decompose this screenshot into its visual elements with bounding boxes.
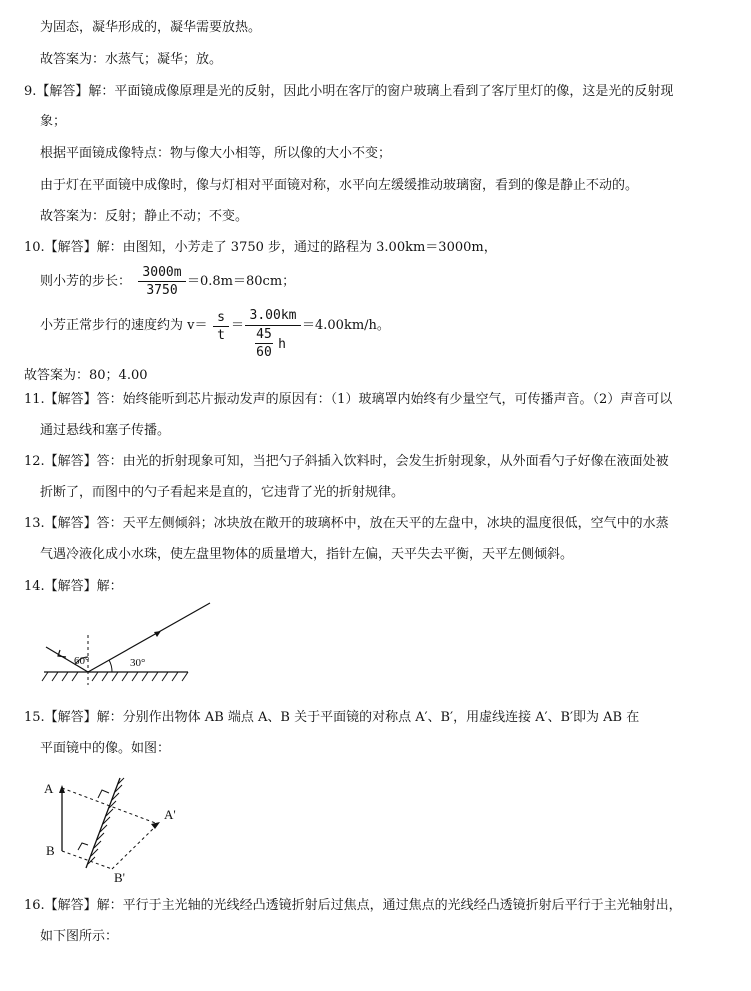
equals-sign: ＝: [231, 318, 245, 333]
q16-line: 16.【解答】解：平行于主光轴的光线经凸透镜折射后过焦点，通过焦点的光线经凸透镜折射后平行于主光轴射出，: [24, 898, 682, 913]
q11-line: 通过悬线和塞子传播。: [40, 423, 171, 438]
unit-hour: h: [278, 337, 286, 352]
text-line: 为固态，凝华形成的，凝华需要放热。: [40, 20, 262, 35]
q9-line: 由于灯在平面镜中成像时，像与灯相对平面镜对称，水平向左缓缓推动玻璃窗，看到的像是静止不动的。: [40, 178, 639, 193]
label-A: A: [44, 781, 54, 796]
q9-line: 9.【解答】解：平面镜成像原理是光的反射，因此小明在客厅的窗户玻璃上看到了客厅里灯的像，这是光的反射现: [24, 84, 674, 99]
fraction-numerator: 3.00km: [249, 308, 297, 323]
q13-line: 气遇冷液化成小水珠，使左盘里物体的质量增大，指针左偏，天平失去平衡，天平左侧倾斜。: [40, 547, 574, 562]
fraction-denominator: 3750: [146, 283, 178, 298]
mirror-image-diagram: [40, 772, 190, 887]
label-B-prime: B': [114, 870, 126, 885]
q11-line: 11.【解答】答：始终能听到芯片振动发声的原因有：（1）玻璃罩内始终有少量空气，可传播声音。（2）声音可以: [24, 392, 673, 407]
answer-line: 故答案为：水蒸气；凝华；放。: [40, 52, 223, 67]
nested-denominator: 60: [256, 345, 272, 360]
q16-line: 如下图所示：: [40, 929, 119, 944]
fraction-bar: [255, 343, 273, 344]
q12-line: 折断了，而图中的勺子看起来是直的，它违背了光的折射规律。: [40, 485, 405, 500]
fraction-bar: [213, 326, 229, 327]
nested-numerator: 45: [256, 327, 272, 342]
fraction-bar: [245, 325, 301, 326]
q12-line: 12.【解答】答：由光的折射现象可知，当把勺子斜插入饮料时，会发生折射现象，从外面看勺子好像在液面处被: [24, 454, 669, 469]
label-B: B: [46, 843, 55, 858]
fraction-numerator: 3000m: [142, 265, 182, 280]
q10-speed-result: ＝4.00km/h。: [302, 318, 390, 333]
q10-speed-label: 小芳正常步行的速度约为 v＝: [40, 318, 208, 333]
fraction-bar: [138, 281, 186, 282]
angle-60-label: 60°: [74, 655, 90, 667]
q10-line: 10.【解答】解：由图知，小芳走了 3750 步，通过的路程为 3.00km＝3000m，: [24, 240, 497, 255]
q9-line: 象；: [40, 114, 67, 129]
q10-step-label: 则小芳的步长：: [40, 274, 132, 289]
fraction-numerator: s: [217, 310, 225, 325]
q9-answer: 故答案为：反射；静止不动；不变。: [40, 209, 249, 224]
angle-30-label: 30°: [130, 657, 146, 669]
q14-line: 14.【解答】解：: [24, 579, 123, 594]
q10-step-result: ＝0.8m＝80cm；: [187, 274, 296, 289]
reflection-diagram: [40, 595, 220, 695]
fraction-denominator: t: [217, 328, 225, 343]
q13-line: 13.【解答】答：天平左侧倾斜；冰块放在敞开的玻璃杯中，放在天平的左盘中，冰块的温度很低，空气中的水蒸: [24, 516, 669, 531]
q10-answer: 故答案为：80；4.00: [24, 368, 148, 383]
q9-line: 根据平面镜成像特点：物与像大小相等，所以像的大小不变；: [40, 146, 392, 161]
label-A-prime: A': [164, 807, 176, 822]
q15-line: 15.【解答】解：分别作出物体 AB 端点 A、B 关于平面镜的对称点 A′、B′，用虚线连接 A′、B′即为 AB 在: [24, 710, 640, 725]
q15-line: 平面镜中的像。如图：: [40, 741, 171, 756]
